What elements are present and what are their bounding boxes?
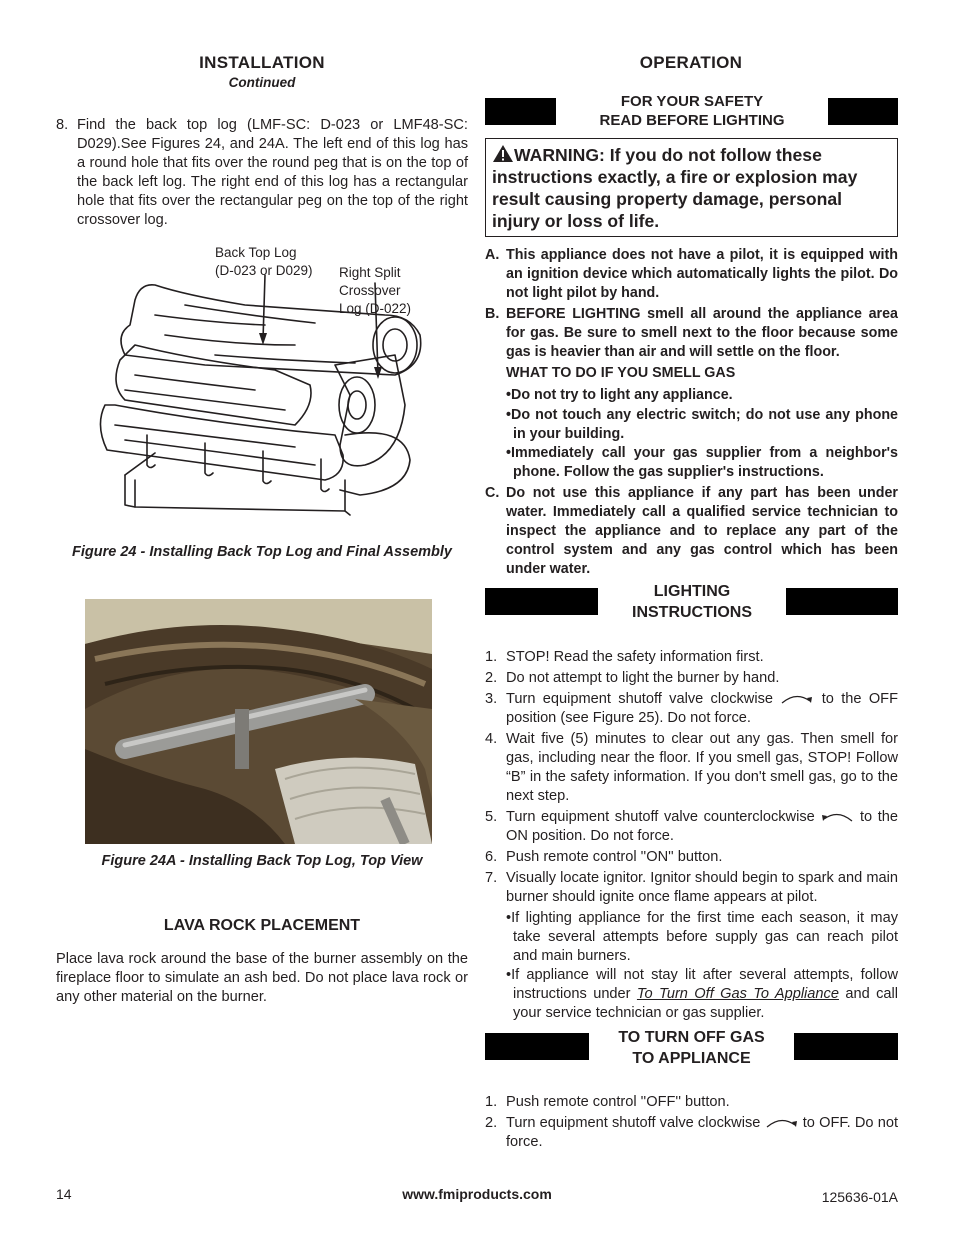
lighting-step-7-bullet-1: •If lighting appliance for the first time each season, it may take several attempts before supply gas can reach pilot and main burners. — [506, 910, 898, 964]
lighting-step-1: 1. STOP! Read the safety information first. — [485, 649, 764, 665]
fig24-caption: Figure 24 - Installing Back Top Log and Final Assembly — [71, 544, 453, 560]
fig24-label-right-split: Right Split Crossover Log (D-022) — [339, 265, 412, 316]
lighting-bar-right — [786, 588, 898, 615]
turnoff-bar-left — [485, 1033, 589, 1060]
turnoff-steps — [485, 1093, 898, 1152]
footer-url[interactable]: www.fmiproducts.com — [402, 1186, 552, 1202]
fig24-label-back-top-log: Back Top Log (D-023 or D029) — [215, 245, 313, 278]
lighting-bar-left — [485, 588, 598, 615]
lava-rock-header: LAVA ROCK PLACEMENT — [163, 917, 361, 934]
warning-triangle-icon — [492, 144, 514, 163]
operation-header: OPERATION — [639, 53, 743, 72]
step-8 — [56, 116, 468, 230]
safety-item-a: A. This appliance does not have a pilot, it is equipped with an ignition device which automatically lights the pilot. Do not light pilot by hand. — [485, 247, 898, 301]
turnoff-step-2: 2. Turn equipment shutoff valve clockwise to OFF. Do not force. — [485, 1115, 898, 1150]
turnoff-title: TO TURN OFF GAS TO APPLIANCE — [618, 1029, 765, 1067]
fig24-log-illustration — [95, 275, 425, 525]
lava-rock-text: Place lava rock around the base of the burner assembly on the fireplace floor to simulate an ash bed. Do not place lava rock or any other material on the burner. — [56, 951, 468, 1005]
counterclockwise-arrow-icon — [820, 811, 854, 823]
lighting-step-7: 7. Visually locate ignitor. Ignitor should begin to spark and main burner should ignite once flame appears at pilot. •If lighting appliance for the first time each season, it may take several attempts before supply gas can reach pilot and main burners. •If appliance will not stay lit after several attempts, follow instructions under To Turn Off Gas To Appliance and call your service technician or gas supplier. — [485, 870, 898, 1021]
lighting-step-3: 3. Turn equipment shutoff valve clockwise to the OFF position (see Figure 25). Do not force. — [485, 691, 899, 726]
lighting-step-5: 5. Turn equipment shutoff valve counterclockwise to the ON position. Do not force. — [485, 809, 899, 844]
lighting-title: LIGHTING INSTRUCTIONS — [632, 583, 752, 621]
lighting-steps — [485, 648, 898, 1023]
clockwise-arrow-icon — [765, 1117, 799, 1129]
turnoff-step-1: 1. Push remote control ''OFF'' button. — [485, 1094, 730, 1110]
step-8-number: 8. — [56, 117, 69, 133]
fig24a-caption: Figure 24A - Installing Back Top Log, Top View — [101, 853, 423, 869]
installation-subheader: Continued — [228, 75, 296, 90]
safety-item-b: B. BEFORE LIGHTING smell all around the appliance area for gas. Be sure to smell next to the floor because some gas is heavier than air and will settle on the floor. WHAT TO DO IF YOU SMELL GAS •Do not try to light any appliance. •Do not touch any electric switch; do not use any phone in your building. •Immediately call your gas supplier from a neighbor's phone. Follow the gas supplier's instructions. — [485, 306, 898, 480]
installation-header: INSTALLATION — [199, 53, 325, 72]
turn-off-gas-link[interactable]: To Turn Off Gas To Appliance — [636, 986, 839, 1002]
lighting-step-2: 2. Do not attempt to light the burner by hand. — [485, 670, 780, 686]
lighting-step-4: 4. Wait five (5) minutes to clear out any gas. Then smell for gas, including near the floor. If you smell gas, STOP! Follow “B” in the safety information. If you don't smell gas, go to the next step. — [485, 731, 898, 804]
what-to-do-heading: WHAT TO DO IF YOU SMELL GAS — [506, 365, 736, 381]
safety-bullet-1: •Do not try to light any appliance. — [506, 387, 733, 403]
turnoff-bar-right — [794, 1033, 898, 1060]
page-number: 14 — [56, 1186, 72, 1202]
safety-title: FOR YOUR SAFETY READ BEFORE LIGHTING — [599, 93, 785, 129]
lighting-step-6: 6. Push remote control ''ON'' button. — [485, 849, 723, 865]
warning-box — [485, 138, 898, 237]
step-8-text: Find the back top log (LMF-SC: D-023 or LMF48-SC: D029).See Figures 24, and 24A. The left end of this log has a round hole that fits over the round peg that is on the top of the back left log. The right end of this log has a rectangular hole that fits over the rectangular peg on the top of the right crossover log. — [77, 117, 468, 228]
safety-bar-right — [828, 98, 898, 125]
safety-bar-left — [485, 98, 556, 125]
fig24a-photo — [85, 599, 432, 844]
document-number: 125636-01A — [821, 1189, 898, 1205]
safety-bullet-3: •Immediately call your gas supplier from a neighbor's phone. Follow the gas supplier's instructions. — [506, 445, 898, 480]
warning-text: WARNING: If you do not follow these instructions exactly, a fire or explosion may result causing property damage, personal injury or loss of life. — [492, 145, 858, 231]
safety-item-c: C. Do not use this appliance if any part has been under water. Immediately call a qualified service technician to inspect the appliance and to replace any part of the control system and any gas control which has been under water. — [485, 485, 898, 577]
clockwise-arrow-icon — [780, 693, 814, 705]
lighting-step-7-bullet-2: •If appliance will not stay lit after several attempts, follow instructions under To Turn Off Gas To Appliance and call your service technician or gas supplier. — [506, 967, 898, 1021]
safety-bullet-2: •Do not touch any electric switch; do not use any phone in your building. — [506, 407, 898, 442]
safety-list — [485, 246, 898, 579]
